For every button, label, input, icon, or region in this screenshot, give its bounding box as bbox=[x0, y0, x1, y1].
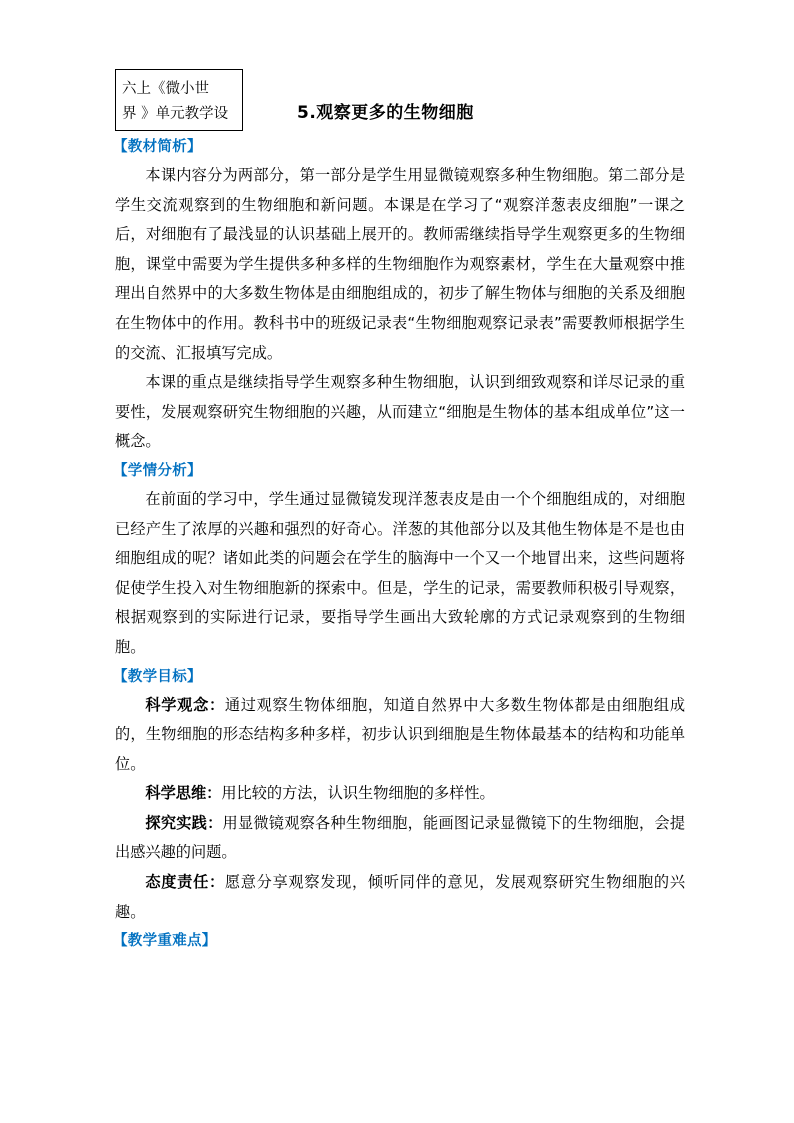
document-body bbox=[115, 133, 685, 955]
heading-key-difficult-points: 【教学重难点】 bbox=[113, 933, 217, 950]
goal-science-concept-label: 科学观念： bbox=[145, 695, 225, 714]
goal-inquiry-practice-text: 用显微镜观察各种生物细胞，能画图记录显微镜下的生物细胞，会提出感兴趣的问题。 bbox=[115, 813, 686, 862]
goal-science-thinking bbox=[115, 779, 685, 809]
goal-science-thinking-text: 用比较的方法，认识生物细胞的多样性。 bbox=[221, 784, 495, 803]
textbook-analysis-paragraph-1: 本课内容分为两部分，第一部分是学生用显微镜观察多种生物细胞。第二部分是学生交流观察到的生物细胞和新问题。本课是在学习了“观察洋葱表皮细胞”一课之后，对细胞有了最浅显的认识基础上展开的。教师需继续指导学生观察更多的生物细胞，课堂中需要为学生提供多种多样的生物细胞作为观察素材，学生在大量观察中推理出自然界中的大多数生物体是由细胞组成的，初步了解生物体与细胞的关系及细胞在生物体中的作用。教科书中的班级记录表“生物细胞观察记录表”需要教师根据学生的交流、汇报填写完成。 bbox=[115, 166, 685, 362]
textbook-analysis-paragraph-2: 本课的重点是继续指导学生观察多种生物细胞，认识到细致观察和详尽记录的重要性，发展观察研究生物细胞的兴趣，从而建立“细胞是生物体的基本组成单位”这一概念。 bbox=[115, 373, 685, 451]
unit-label-line1: 六上《微小世 bbox=[122, 81, 209, 97]
goal-attitude-responsibility-label: 态度责任： bbox=[145, 873, 225, 892]
document-title: 5.观察更多的生物细胞 bbox=[297, 103, 474, 123]
goal-inquiry-practice-label: 探究实践： bbox=[145, 813, 223, 832]
unit-label-line2: 界 》单元教学设 bbox=[122, 106, 229, 122]
goal-science-concept-text: 通过观察生物体细胞，知道自然界中大多数生物体都是由细胞组成的，生物细胞的形态结构多种多样，初步认识到细胞是生物体最基本的结构和功能单位。 bbox=[115, 695, 686, 773]
goal-attitude-responsibility-text: 愿意分享观察发现，倾听同伴的意见，发展观察研究生物细胞的兴趣。 bbox=[115, 873, 686, 921]
goal-science-concept bbox=[115, 691, 685, 780]
unit-label-box bbox=[115, 69, 243, 131]
student-analysis-paragraph: 在前面的学习中，学生通过显微镜发现洋葱表皮是由一个个细胞组成的，对细胞已经产生了浓厚的兴趣和强烈的好奇心。洋葱的其他部分以及其他生物体是不是也由细胞组成的呢？诸如此类的问题会在学生的脑海中一个又一个地冒出来，这些问题将促使学生投入对生物细胞新的探索中。但是，学生的记录，需要教师积极引导观察，根据观察到的实际进行记录，要指导学生画出大致轮廓的方式记录观察到的生物细胞。 bbox=[115, 489, 685, 656]
goal-attitude-responsibility bbox=[115, 868, 685, 927]
heading-student-analysis: 【学情分析】 bbox=[113, 462, 202, 479]
heading-textbook-analysis: 【教材简析】 bbox=[113, 139, 202, 155]
goal-inquiry-practice bbox=[115, 809, 685, 868]
goal-science-thinking-label: 科学思维： bbox=[145, 784, 222, 803]
heading-teaching-goals: 【教学目标】 bbox=[113, 668, 202, 685]
